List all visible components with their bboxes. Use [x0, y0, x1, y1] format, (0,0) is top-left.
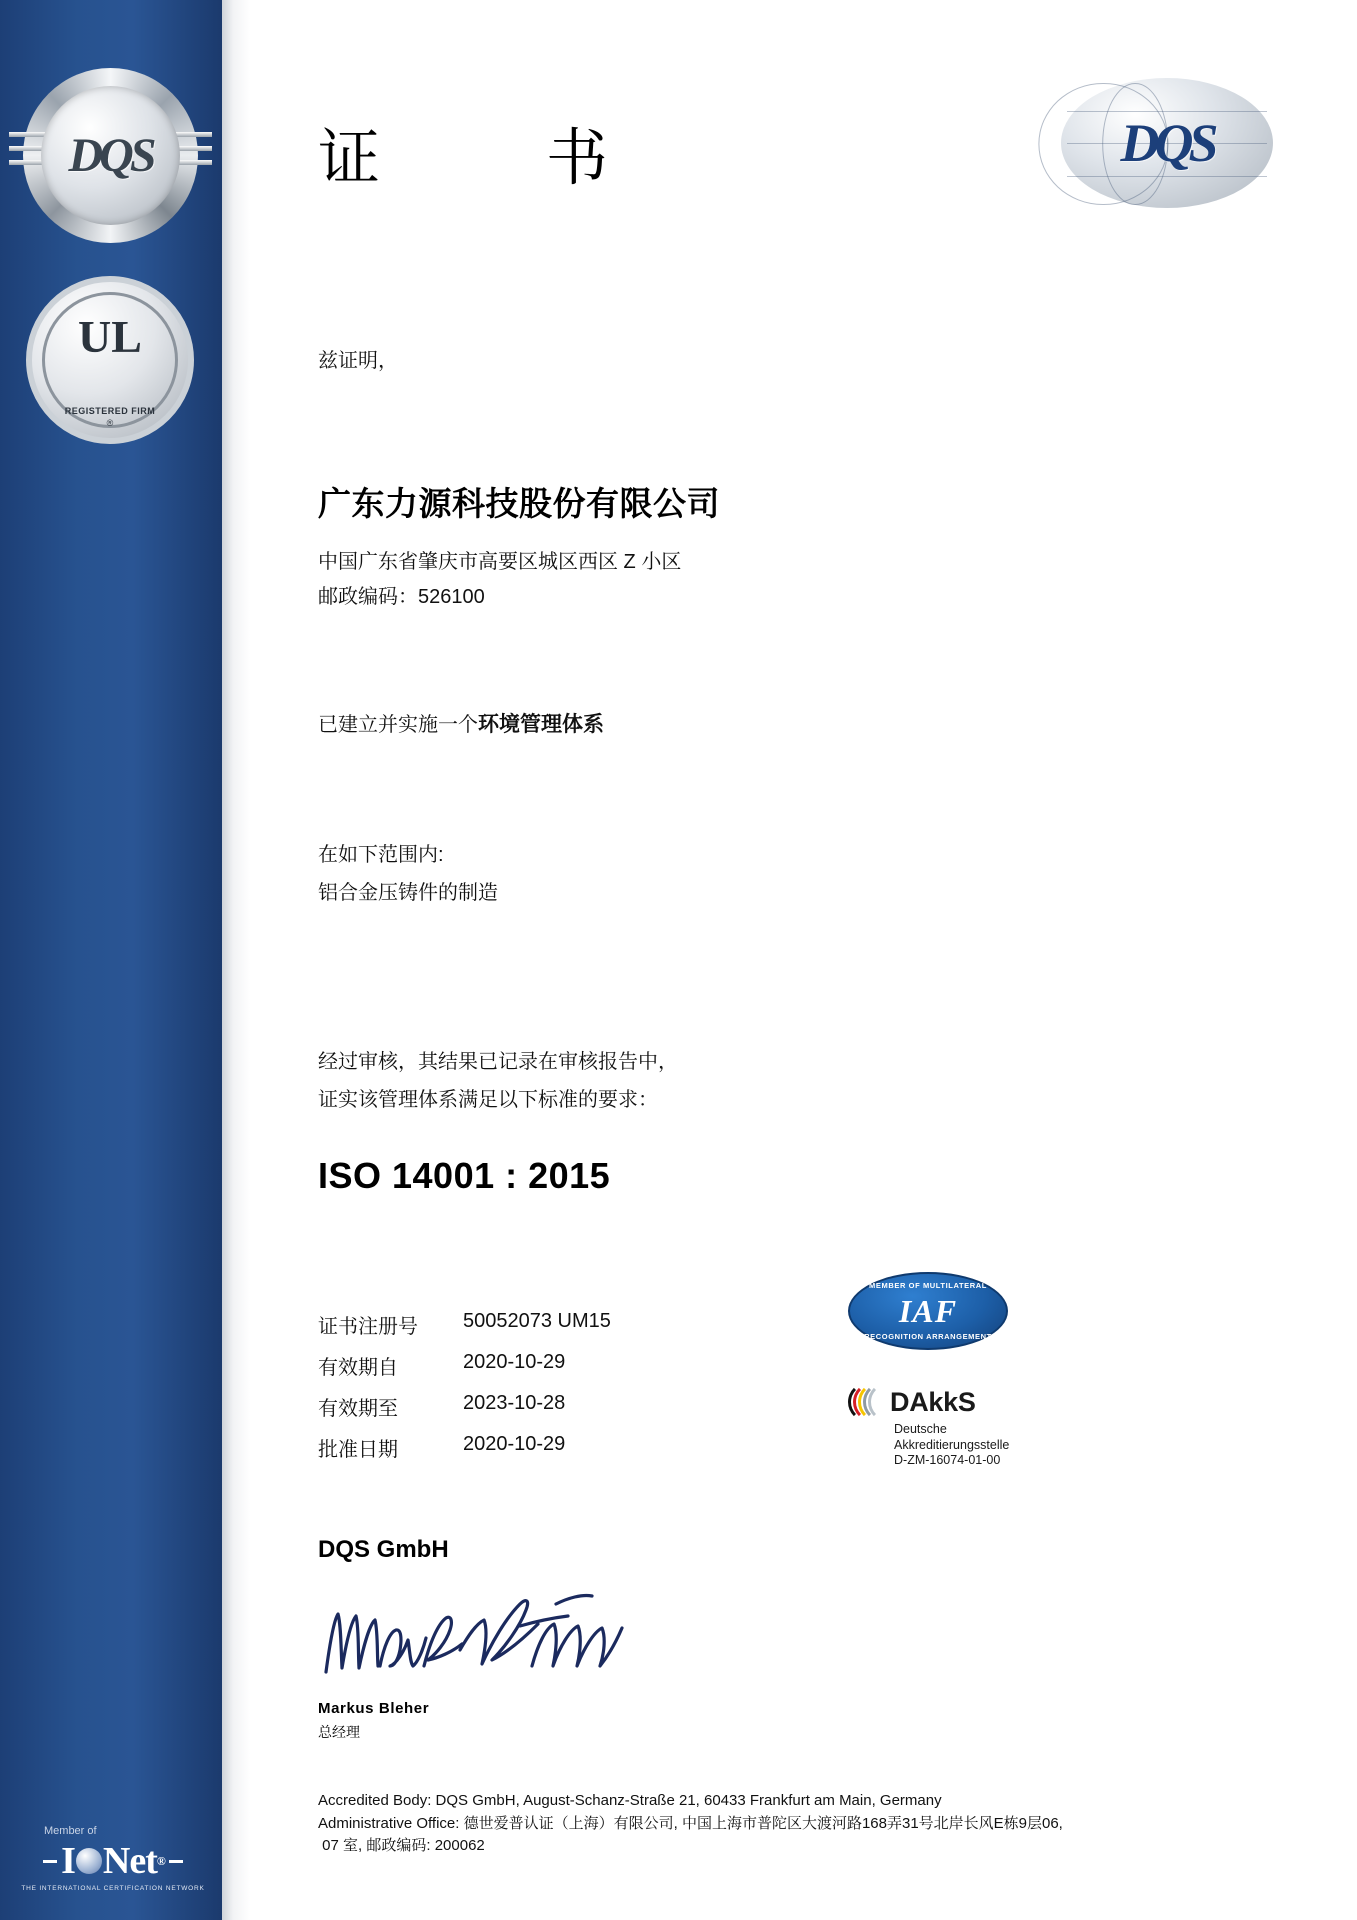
- dqs-seal-letters: DQS: [68, 129, 153, 182]
- company-name: 广东力源科技股份有限公司: [318, 485, 720, 522]
- detail-label: 证书注册号: [318, 1316, 418, 1338]
- footer: [318, 1790, 1328, 1858]
- dakks-logo: [848, 1382, 1078, 1469]
- band-edge-gradient: [222, 0, 250, 1920]
- dakks-sub-line2: Akkreditierungsstelle: [894, 1437, 1010, 1452]
- audit-statement-line2: 证实该管理体系满足以下标准的要求：: [318, 1089, 658, 1111]
- signer-title: 总经理: [318, 1724, 360, 1740]
- signer-name: Markus Bleher: [318, 1700, 430, 1717]
- iqnet-dash-right: [169, 1860, 183, 1863]
- detail-label: 有效期自: [318, 1357, 398, 1379]
- iaf-logo: [848, 1272, 1008, 1350]
- footer-administrative-office: Administrative Office: 德世爱普认证（上海）有限公司, 中国上海市普陀区大渡河路168弄31号北岸长风E栋9层06,: [318, 1814, 1063, 1832]
- iqnet-name-right: Net: [102, 1840, 157, 1882]
- management-system-prefix: 已建立并实施一个: [318, 714, 478, 736]
- iaf-top-arc-text: MEMBER OF MULTILATERAL: [869, 1281, 987, 1290]
- dqs-seal-icon: [23, 68, 198, 243]
- management-system-statement: [318, 708, 604, 738]
- ul-registered-firm-icon: [26, 276, 194, 444]
- table-row: [318, 1433, 611, 1462]
- detail-label: 有效期至: [318, 1398, 398, 1420]
- scope-value: 铝合金压铸件的制造: [318, 882, 498, 904]
- dqs-globe-letters: DQS: [1120, 113, 1214, 173]
- dakks-sub-line1: Deutsche: [894, 1422, 947, 1436]
- detail-value: 2020-10-29: [463, 1351, 566, 1373]
- ul-subtitle: REGISTERED FIRM: [64, 406, 156, 416]
- page-title: 证 书: [318, 121, 661, 194]
- detail-value: 2023-10-28: [463, 1392, 566, 1414]
- company-address-line1: 中国广东省肇庆市高要区城区西区 Z 小区: [318, 551, 682, 573]
- ul-registered-symbol: ®: [106, 418, 114, 428]
- dqs-globe-logo: [1061, 78, 1273, 208]
- ul-letters: UL: [78, 311, 142, 362]
- iqnet-member-of-label: Member of: [44, 1825, 97, 1837]
- issuer-name: DQS GmbH: [318, 1536, 449, 1563]
- dakks-name: DAkkS: [890, 1386, 976, 1417]
- table-row: [318, 1351, 611, 1380]
- footer-administrative-office-cont: 07 室, 邮政编码: 200062: [318, 1837, 485, 1854]
- iqnet-globe-icon: [76, 1848, 102, 1874]
- signature-image: [320, 1580, 640, 1700]
- iaf-bottom-arc-text: RECOGNITION ARRANGEMENT: [864, 1332, 992, 1341]
- iqnet-logo: [18, 1825, 208, 1892]
- iaf-letters: IAF: [898, 1292, 958, 1329]
- iqnet-name-left: I: [61, 1840, 75, 1882]
- detail-label: 批准日期: [318, 1439, 398, 1461]
- detail-value: 2020-10-29: [463, 1433, 566, 1455]
- detail-value: 50052073 UM15: [463, 1310, 611, 1332]
- standard-name: ISO 14001 : 2015: [318, 1155, 611, 1196]
- management-system-type: 环境管理体系: [478, 713, 604, 736]
- scope-label: 在如下范围内:: [318, 844, 444, 866]
- company-address-line2: 邮政编码：526100: [318, 586, 485, 608]
- table-row: [318, 1392, 611, 1421]
- iqnet-registered-symbol: ®: [156, 1853, 165, 1868]
- iqnet-tagline: THE INTERNATIONAL CERTIFICATION NETWORK: [21, 1885, 205, 1892]
- footer-accredited-body: Accredited Body: DQS GmbH, August-Schanz-Straße 21, 60433 Frankfurt am Main, Germany: [318, 1792, 942, 1809]
- table-row: [318, 1310, 611, 1339]
- registration-details: [318, 1310, 611, 1474]
- audit-statement-line1: 经过审核，其结果已记录在审核报告中，: [318, 1051, 678, 1073]
- dakks-accreditation-number: D-ZM-16074-01-00: [894, 1453, 1001, 1468]
- hereby-statement: 兹证明，: [318, 350, 398, 372]
- dakks-arcs-icon: [848, 1382, 886, 1422]
- iqnet-dash-left: [43, 1860, 57, 1863]
